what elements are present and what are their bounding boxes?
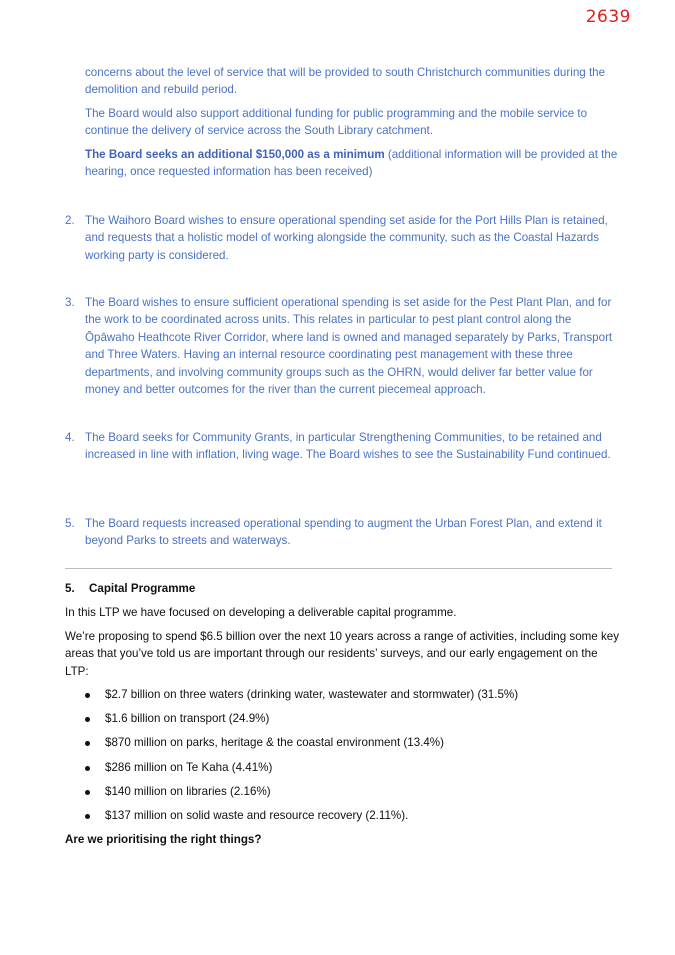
list-item-text: $286 million on Te Kaha (4.41%) — [105, 760, 273, 774]
section-number: 5. — [65, 582, 75, 595]
bullet-icon — [85, 693, 90, 698]
funding-request-note: (additional information will be provided at the hearing, once requested information has been received) — [85, 148, 618, 179]
funding-request-bold: The Board seeks an additional $150,000 as a minimum — [85, 148, 385, 161]
list-item — [85, 710, 518, 734]
list-item-text: $140 million on libraries (2.16%) — [105, 784, 271, 798]
numbered-item — [65, 294, 620, 398]
list-item-text: $870 million on parks, heritage & the coastal environment (13.4%) — [105, 736, 444, 750]
numbered-item — [65, 515, 620, 550]
list-item — [85, 686, 518, 710]
list-item-text: $1.6 billion on transport (24.9%) — [105, 712, 270, 726]
section-heading — [65, 580, 195, 597]
item-text: The Waihoro Board wishes to ensure operational spending set aside for the Port Hills Plan is retained, and requests that a holistic model of working alongside the community, such as the Coastal Hazards working party is considered. — [85, 214, 608, 262]
bullet-icon — [85, 717, 90, 722]
section-title: Capital Programme — [89, 582, 196, 595]
item-text: The Board seeks for Community Grants, in particular Strengthening Communities, to be retained and increased in line with inflation, living wage. The Board wishes to see the Sustainability Fund continued. — [85, 431, 611, 462]
item-number: 2. — [65, 214, 75, 227]
item-text: The Board wishes to ensure sufficient operational spending is set aside for the Pest Plant Plan, and for the work to be coordinated across units. This relates in particular to pest plant control along the Ōpāwaho Heathcote River Corridor, where land is owned and managed separately by Parks, Transport and Three Waters. Having an internal resource coordinating pest management with these three departments, and involving community groups such as the OHRN, would deliver far better value for money and better outcomes for the river than the current piecemeal approach. — [85, 296, 613, 397]
closing-question: Are we prioritising the right things? — [65, 833, 262, 846]
bullet-icon — [85, 814, 90, 819]
item-number: 3. — [65, 296, 75, 309]
numbered-item — [65, 212, 620, 264]
intro-paragraph-1: concerns about the level of service that will be provided to south Christchurch communities during the demolition and rebuild period. — [85, 66, 606, 97]
bullet-icon — [85, 766, 90, 771]
list-item-text: $137 million on solid waste and resource recovery (2.11%). — [105, 808, 409, 822]
page-number: 2639 — [585, 7, 631, 27]
bullet-icon — [85, 790, 90, 795]
list-item-text: $2.7 billion on three waters (drinking water, wastewater and stormwater) (31.5%) — [105, 688, 519, 701]
list-item — [85, 734, 518, 758]
item-text: The Board requests increased operational spending to augment the Urban Forest Plan, and extend it beyond Parks to streets and waterways. — [85, 517, 602, 548]
item-number: 5. — [65, 517, 75, 530]
list-item — [85, 783, 518, 807]
section-paragraph-2: We’re proposing to spend $6.5 billion over the next 10 years across a range of activities, including some key areas that you’ve told us are important through our residents’ surveys, and our early engagement on the LTP: — [65, 630, 620, 678]
bullet-icon — [85, 741, 90, 746]
section-paragraph-1: In this LTP we have focused on developing a deliverable capital programme. — [65, 606, 457, 619]
intro-paragraph-2: The Board would also support additional funding for public programming and the mobile service to continue the delivery of service across the South Library catchment. — [85, 107, 588, 138]
list-item — [85, 759, 518, 783]
intro-paragraph-3 — [85, 146, 620, 181]
item-number: 4. — [65, 431, 75, 444]
numbered-item — [65, 429, 620, 464]
spending-list — [85, 686, 518, 831]
section-divider — [65, 568, 612, 569]
list-item — [85, 807, 518, 831]
